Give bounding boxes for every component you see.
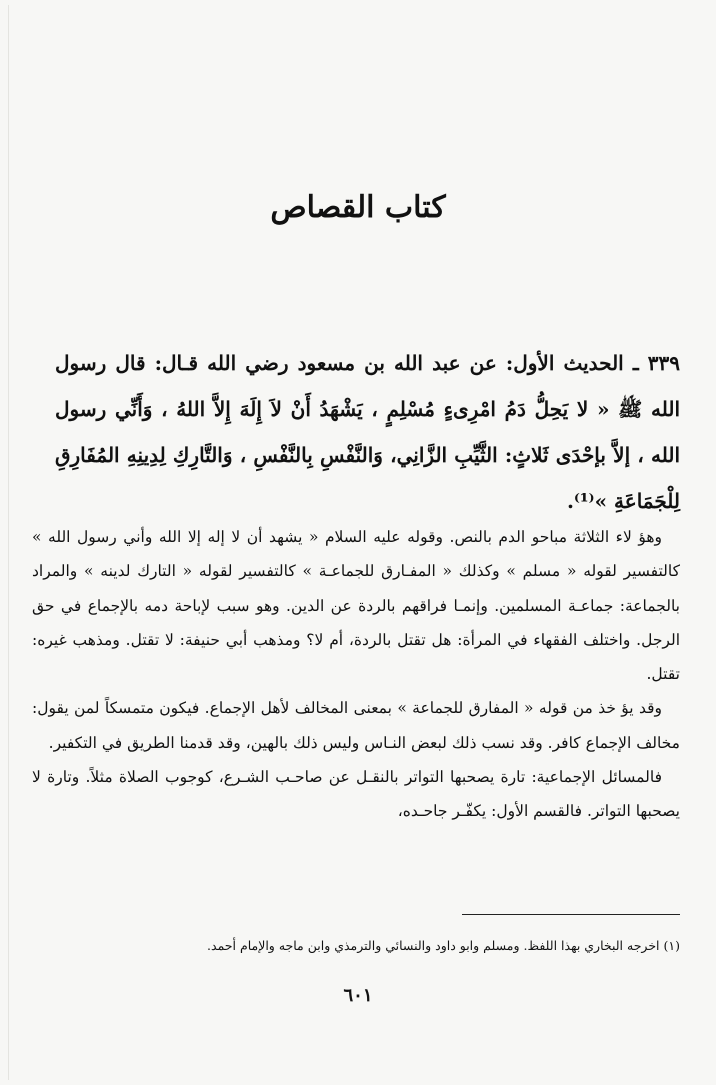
page-number: ٦٠١: [343, 985, 373, 1006]
paragraph-1: وهؤ لاء الثلاثة مباحو الدم بالنص. وقوله عليه السلام « يشهد أن لا إله إلا الله وأني رسول الله » كالتفسير لقوله « مسلم » وكذلك « المفـارق للجماعـة » كالتفسير لقوله « التارك لدينه » والمراد بالجماعة: جماعـة المسلمين. وإنمـا فراقهم بالردة عن الدين. وهو سبب لإباحة دمه بالإجماع في حق الرجل. واختلف الفقهاء في المرأة: هل تقتل بالردة، أم لا؟ ومذهب أبي حنيفة: لا تقتل. ومذهب غيره: تقتل.: [32, 528, 680, 684]
paragraph-2: وقد يؤ خذ من قوله « المفارق للجماعة » بمعنى المخالف لأهل الإجماع. فيكون متمسكاً لمن يقول: مخالف الإجماع كافر. وقد نسب ذلك لبعض النـاس وليس ذلك بالهين، وقد قدمنا الطريق في التكفير.: [32, 699, 680, 752]
footnote: (١) اخرجه البخاري بهذا اللفظ. ومسلم وابو داود والنسائي والترمذي وابن ماجه والإمام أحمد.: [207, 938, 680, 953]
scan-edge-line: [8, 5, 9, 1080]
hadith-block: [55, 340, 680, 524]
footnote-separator: [462, 914, 680, 915]
commentary-text: [32, 520, 680, 829]
hadith-text: ٣٣٩ ـ الحديث الأول: عن عبد الله بن مسعود رضي الله قـال: قال رسول الله ﷺ « لا يَحِلُّ دَمُ امْرِىءٍ مُسْلِمٍ ، يَشْهَدُ أَنْ لاَ إِلَهَ إِلاَّ اللهُ ، وَأَنِّي رسول الله ، إلاَّ بإحْدَى ثَلاثٍ: الثَّيِّبِ الزَّانِي، وَالنَّفْسِ بِالنَّفْسِ ، وَالتَّارِكِ لِدِينِهِ المُفَارِقِ لِلْجَمَاعَةِ »⁽¹⁾.: [55, 351, 680, 513]
chapter-title: كتاب القصاص: [270, 190, 446, 225]
paragraph-3: فالمسائل الإجماعية: تارة يصحبها التواتر بالنقـل عن صاحـب الشـرع، كوجوب الصلاة مثلاً. وتارة لا يصحبها التواتر. فالقسم الأول: يكفّـر جاحـده،: [32, 768, 680, 821]
